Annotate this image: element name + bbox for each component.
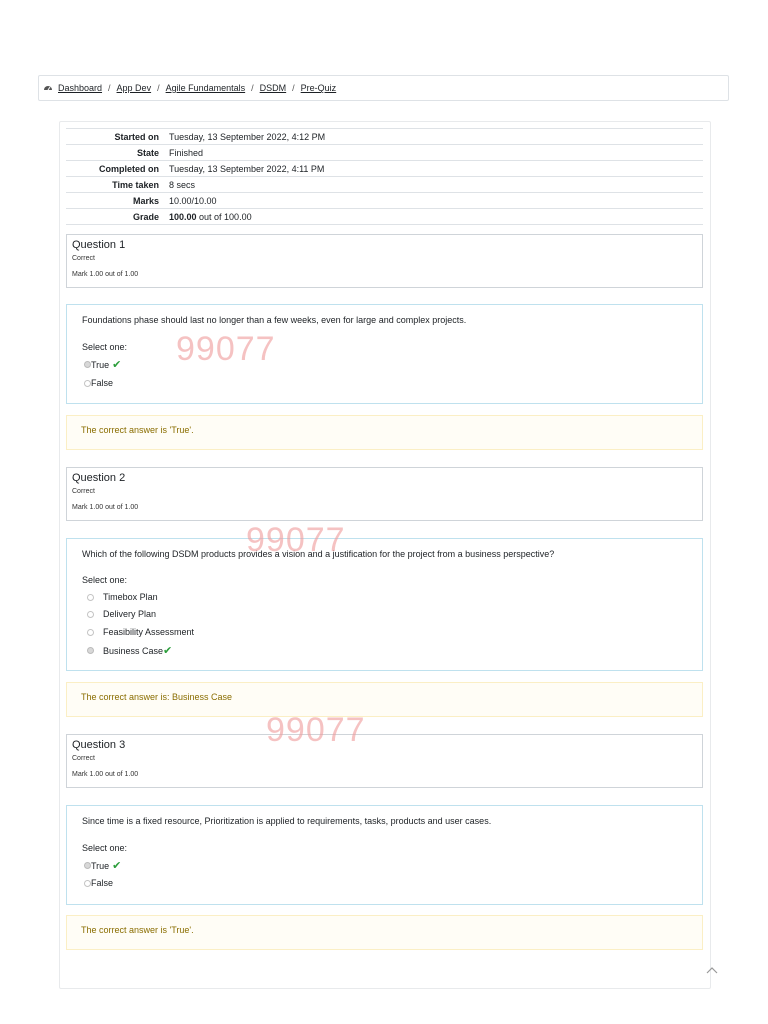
summary-label: Time taken [112,179,159,190]
question-mark: Mark 1.00 out of 1.00 [72,504,139,511]
question-feedback [66,915,703,950]
option-label: Feasibility Assessment [103,627,195,637]
radio-button[interactable] [87,629,94,636]
table-row [66,129,703,145]
dashboard-gauge-icon [43,83,53,93]
option-label: False [91,378,114,388]
answer-option-delivery-plan[interactable] [87,609,156,619]
select-one-label: Select one: [82,575,128,585]
answer-option-timebox-plan[interactable] [87,592,158,602]
summary-value: Finished [169,147,204,158]
question-content [66,538,703,671]
answer-option-business-case[interactable] [87,644,172,657]
select-one-label: Select one: [82,342,128,352]
breadcrumb-dashboard[interactable]: Dashboard [58,83,103,93]
question-number: Question 3 [72,739,126,751]
radio-button[interactable] [84,380,91,387]
breadcrumb-dsdm[interactable]: DSDM [259,83,287,93]
breadcrumb-separator: / [292,83,295,93]
summary-value [169,209,703,225]
table-row [66,161,703,177]
question-number: Question 1 [72,239,126,251]
question-info [66,234,703,288]
watermark-text: 99077 [176,330,276,368]
summary-value: 10.00/10.00 [169,195,217,206]
option-label: True [91,359,110,370]
answer-option-false[interactable] [84,378,113,388]
correct-answer-text: The correct answer is 'True'. [81,425,194,435]
question-state: Correct [72,488,95,495]
radio-button[interactable] [87,611,94,618]
radio-button[interactable] [87,594,94,601]
breadcrumb-agile-fundamentals[interactable]: Agile Fundamentals [165,83,246,93]
option-label: Business Case [103,645,164,656]
summary-label: Started on [114,131,159,142]
breadcrumb-app-dev[interactable]: App Dev [116,83,152,93]
attempt-summary-table [66,128,703,225]
summary-label: State [136,147,159,158]
watermark-text: 99077 [246,521,346,559]
radio-button[interactable] [84,361,91,368]
grade-value: 100.00 [169,211,197,222]
table-row [66,193,703,209]
table-row [66,209,703,225]
breadcrumb-separator: / [108,83,111,93]
check-icon: ✔ [112,359,122,371]
check-icon: ✔ [163,645,173,657]
option-label: True [91,860,110,871]
answer-option-true[interactable] [84,358,121,371]
radio-button[interactable] [87,647,94,654]
answer-option-false[interactable] [84,878,113,888]
question-feedback [66,415,703,450]
option-label: Delivery Plan [103,609,157,619]
summary-value: Tuesday, 13 September 2022, 4:11 PM [169,163,325,174]
question-feedback [66,682,703,717]
summary-label: Marks [132,195,159,206]
correct-answer-text: The correct answer is: Business Case [81,692,233,702]
watermark-text: 99077 [266,711,366,749]
question-state: Correct [72,755,95,762]
question-prompt: Foundations phase should last no longer than a few weeks, even for large and complex projects. [82,315,467,325]
breadcrumb-separator: / [251,83,254,93]
question-content [66,805,703,905]
check-icon: ✔ [112,860,122,872]
answer-option-feasibility-assessment[interactable] [87,627,194,637]
table-row [66,177,703,193]
summary-value: Tuesday, 13 September 2022, 4:12 PM [169,131,326,142]
question-mark: Mark 1.00 out of 1.00 [72,271,139,278]
question-content [66,304,703,404]
grade-out-of: out of 100.00 [196,211,252,222]
table-row [66,145,703,161]
breadcrumb [38,75,729,101]
question-number: Question 2 [72,472,126,484]
chevron-up-icon[interactable] [705,963,719,975]
correct-answer-text: The correct answer is 'True'. [81,925,194,935]
radio-button[interactable] [84,862,91,869]
option-label: Timebox Plan [103,592,158,602]
answer-option-true[interactable] [84,859,121,872]
breadcrumb-separator: / [157,83,160,93]
select-one-label: Select one: [82,843,128,853]
question-mark: Mark 1.00 out of 1.00 [72,771,139,778]
breadcrumb-pre-quiz[interactable]: Pre-Quiz [300,83,337,93]
summary-label: Completed on [99,163,159,174]
question-info [66,734,703,788]
question-prompt: Which of the following DSDM products provides a vision and a justification for the project from a business perspective? [82,549,555,559]
summary-label: Grade [132,211,159,222]
question-info [66,467,703,521]
question-prompt: Since time is a fixed resource, Prioritization is applied to requirements, tasks, products and user cases. [82,816,492,826]
summary-value: 8 secs [169,179,196,190]
question-state: Correct [72,255,95,262]
option-label: False [91,878,114,888]
radio-button[interactable] [84,880,91,887]
